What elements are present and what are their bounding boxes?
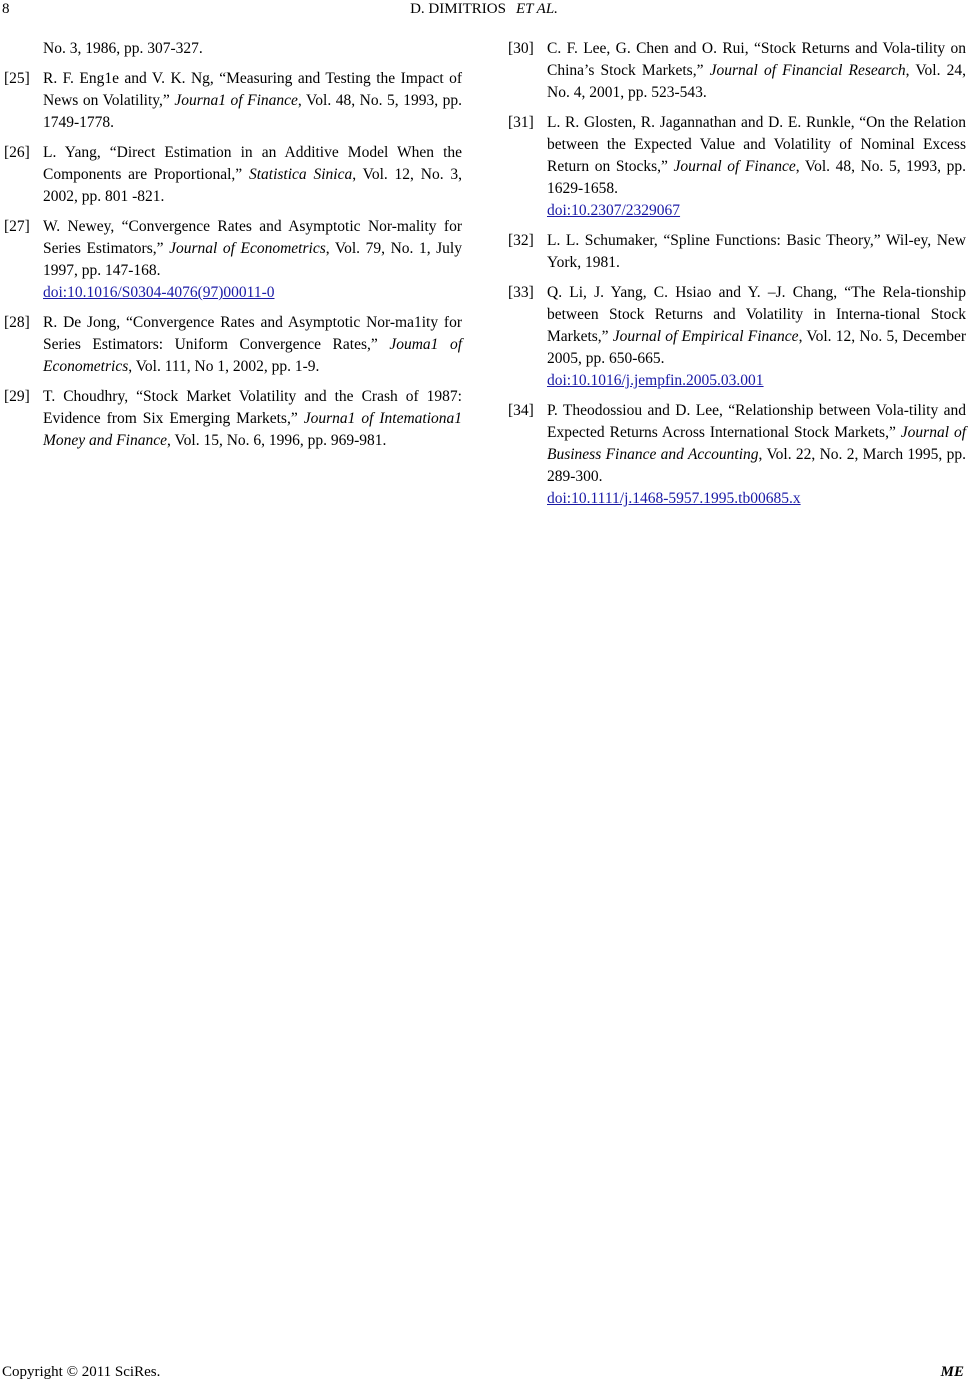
reference-citation: R. F. Eng1e and V. K. Ng, “Measuring and Testing the Impact of News on Volatility,” [43,70,462,109]
running-head-author: D. DIMITRIOS [410,1,506,17]
reference-number: [33] [508,284,534,301]
reference-text [547,282,966,392]
reference-details: , Vol. 12, No. 5, December 2005, pp. 650-665. [547,328,966,367]
reference-continuation: No. 3, 1986, pp. 307-327. [43,40,203,57]
reference-entry [4,312,462,378]
doi-link[interactable]: doi:10.1016/j.jempfin.2005.03.001 [547,372,764,389]
reference-details: , Vol. 22, No. 2, March 1995, pp. 289-300. [547,446,966,485]
reference-number: [25] [4,70,30,87]
reference-text [547,400,966,510]
running-head-et-al: ET AL. [515,1,558,17]
reference-journal: Journa1 of Intemationa1 Money and Finance [43,410,463,449]
reference-entry [4,386,462,452]
reference-text [547,112,966,222]
reference-citation: L. L. Schumaker, “Spline Functions: Basic Theory,” Wil-ey, New York, 1981. [547,232,966,271]
reference-number: [28] [4,314,30,331]
reference-journal: Statistica Sinica [248,166,353,183]
reference-details: , Vol. 48, No. 5, 1993, pp. 1629-1658. [547,158,966,197]
reference-text [43,68,462,134]
reference-column-right [508,38,966,518]
reference-details: , Vol. 15, No. 6, 1996, pp. 969-981. [166,432,387,449]
reference-entry [508,112,966,222]
reference-citation: C. F. Lee, G. Chen and O. Rui, “Stock Returns and Vola-tility on China’s Stock Markets,” [547,40,966,79]
reference-entry [508,400,966,510]
reference-citation: L. R. Glosten, R. Jagannathan and D. E. Runkle, “On the Relation between the Expected Value and Volatility of Nominal Excess Return on Stocks,” [547,114,966,175]
running-head [0,1,968,18]
reference-citation: W. Newey, “Convergence Rates and Asymptotic Nor-mality for Series Estimators,” [43,218,462,257]
reference-number: [32] [508,232,534,249]
reference-details: , Vol. 111, No 1, 2002, pp. 1-9. [128,358,320,375]
reference-citation: R. De Jong, “Convergence Rates and Asymptotic Nor-ma1ity for Series Estimators: Uniform Convergence Rates,” [43,314,462,353]
reference-details: , Vol. 48, No. 5, 1993, pp. 1749-1778. [43,92,462,131]
reference-entry [4,216,462,304]
page-number: 8 [2,1,10,17]
reference-column-left [4,38,462,460]
reference-journal: Journal of Empirical Finance [612,328,799,345]
reference-text [547,230,966,274]
reference-citation: Q. Li, J. Yang, C. Hsiao and Y. –J. Chang, “The Rela-tionship between Stock Returns and Volatility in Interna-tional Stock Markets,” [547,284,966,345]
reference-text [547,38,966,104]
reference-text [43,386,462,452]
reference-entry [508,38,966,104]
reference-journal: Journal of Financial Research [709,62,906,79]
reference-number: [34] [508,402,534,419]
reference-journal: Journa1 of Finance [174,92,298,109]
reference-text [43,142,462,208]
reference-text [43,312,462,378]
reference-entry [508,282,966,392]
reference-journal: Journal of Business Finance and Accounting [547,424,966,463]
reference-number: [26] [4,144,30,161]
reference-number: [31] [508,114,534,131]
reference-text [43,216,462,304]
doi-link[interactable]: doi:10.2307/2329067 [547,202,681,219]
reference-journal: Journal of Finance [673,158,796,175]
reference-citation: T. Choudhry, “Stock Market Volatility and the Crash of 1987: Evidence from Six Emerging Markets,” [43,388,462,427]
reference-journal: Jouma1 of Econometrics [43,336,462,375]
reference-journal: Journal of Econometrics [169,240,326,257]
reference-details: , Vol. 79, No. 1, July 1997, pp. 147-168. [43,240,462,279]
reference-entry [4,68,462,134]
footer-copyright: Copyright © 2011 SciRes. [2,1364,161,1380]
reference-number: [27] [4,218,30,235]
reference-entry [508,230,966,274]
reference-details: , Vol. 24, No. 4, 2001, pp. 523-543. [547,62,966,101]
footer-journal-abbr: ME [940,1364,964,1380]
reference-citation: P. Theodossiou and D. Lee, “Relationship between Vola-tility and Expected Returns Across International Stock Markets,” [547,402,966,441]
reference-citation: L. Yang, “Direct Estimation in an Additive Model When the Components are Proportional,” [43,144,462,183]
reference-entry [4,142,462,208]
doi-link[interactable]: doi:10.1016/S0304-4076(97)00011-0 [43,284,275,301]
reference-number: [29] [4,388,30,405]
doi-link[interactable]: doi:10.1111/j.1468-5957.1995.tb00685.x [547,490,801,507]
reference-number: [30] [508,40,534,57]
reference-details: , Vol. 12, No. 3, 2002, pp. 801 -821. [43,166,463,205]
